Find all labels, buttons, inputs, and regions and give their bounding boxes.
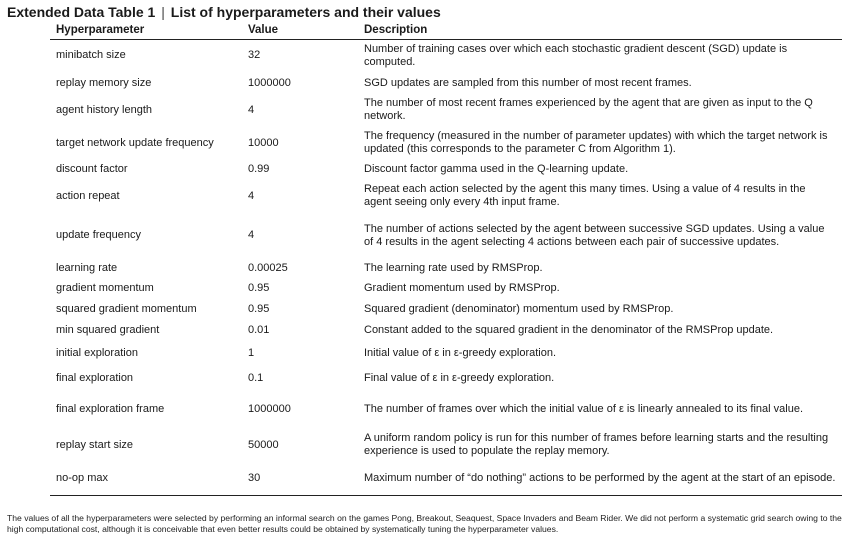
row-value: 0.01: [248, 323, 270, 336]
row-value: 30: [242, 463, 358, 496]
table-row: [50, 72, 842, 95]
table-row: [50, 161, 842, 179]
table-row: [50, 126, 842, 161]
table-row: [50, 40, 842, 72]
row-name: no-op max: [50, 463, 242, 496]
row-description: The number of most recent frames experienced by the agent that are given as input to the Q network.: [364, 97, 813, 122]
row-description: Final value of ε in ε-greedy exploration.: [364, 371, 555, 384]
row-name: replay memory size: [56, 76, 152, 89]
table-title: [7, 4, 441, 20]
row-value: 0.99: [248, 163, 270, 175]
title-separator: |: [161, 4, 165, 20]
row-description: The frequency (measured in the number of parameter updates) with which the target network is updated (this corresponds to the parameter C from Algorithm 1).: [364, 130, 828, 155]
row-value: 4: [248, 229, 255, 241]
header-hyperparameter: Hyperparameter: [50, 23, 242, 40]
row-description: Number of training cases over which each stochastic gradient descent (SGD) update is computed.: [364, 42, 788, 68]
row-value: 1000000: [248, 76, 291, 89]
table-caption: List of hyperparameters and their values: [170, 4, 441, 20]
row-description: The number of frames over which the initial value of ε is linearly annealed to its final value.: [364, 402, 804, 415]
row-name: replay start size: [56, 438, 134, 451]
table-row: [50, 428, 842, 463]
row-description: The learning rate used by RMSProp.: [364, 261, 543, 274]
table-row: [50, 320, 842, 341]
row-value: 1: [248, 346, 255, 359]
row-description: Initial value of ε in ε-greedy exploration.: [364, 346, 557, 359]
row-description: The number of actions selected by the agent between successive SGD updates. Using a value of 4 results in the agent selecting 4 actions between each pair of successive updates.: [364, 222, 825, 248]
header-value: Value: [242, 23, 358, 40]
row-value: 0.95: [248, 302, 270, 315]
row-name: minibatch size: [56, 49, 126, 62]
row-name: gradient momentum: [56, 282, 154, 294]
table-row: [50, 463, 842, 496]
row-value: 10000: [248, 136, 279, 149]
row-name: update frequency: [56, 229, 142, 241]
table-footnote: The values of all the hyperparameters were selected by performing an informal search on the games Pong, Breakout, Seaquest, Space Invaders and Beam Rider. We did not perform a systematic grid search owing to the high computational cost, although it is conceivable that even better results could be obtained by systematically tuning the hyperparameter values.: [7, 513, 842, 534]
table-row: [50, 391, 842, 428]
table-row: [50, 179, 842, 214]
row-name: action repeat: [56, 189, 120, 202]
row-value: 50000: [248, 438, 279, 451]
row-value: 4: [248, 103, 255, 116]
row-name: final exploration frame: [56, 402, 165, 415]
header-description: Description: [358, 23, 842, 40]
header-row: [50, 23, 842, 40]
row-name: target network update frequency: [56, 136, 214, 149]
row-value: 4: [248, 189, 255, 202]
table-row: [50, 299, 842, 320]
row-value: 32: [248, 49, 261, 62]
row-name: squared gradient momentum: [56, 302, 197, 315]
table-row: [50, 366, 842, 391]
table-label: Extended Data Table 1: [7, 4, 156, 20]
row-name: discount factor: [56, 163, 128, 175]
table-row: [50, 279, 842, 299]
table-row: [50, 258, 842, 279]
table-row: [50, 214, 842, 258]
row-value: 1000000: [248, 402, 291, 415]
row-description: SGD updates are sampled from this number of most recent frames.: [364, 76, 692, 89]
table-row: [50, 341, 842, 366]
hyperparameter-table: [50, 23, 842, 496]
row-name: min squared gradient: [56, 323, 160, 336]
row-description: Constant added to the squared gradient in the denominator of the RMSProp update.: [364, 323, 774, 336]
row-value: 0.1: [248, 371, 264, 384]
row-description: Squared gradient (denominator) momentum used by RMSProp.: [364, 302, 674, 315]
row-name: initial exploration: [56, 346, 138, 359]
row-value: 0.00025: [248, 261, 288, 274]
row-description: Maximum number of “do nothing” actions to be performed by the agent at the start of an episode.: [358, 463, 842, 496]
row-description: Repeat each action selected by the agent this many times. Using a value of 4 results in the agent seeing only every 4th input frame.: [364, 183, 806, 208]
row-description: Gradient momentum used by RMSProp.: [364, 282, 560, 294]
row-name: agent history length: [56, 103, 153, 116]
row-name: final exploration: [56, 371, 134, 384]
table-row: [50, 95, 842, 126]
row-name: learning rate: [56, 261, 118, 274]
row-description: Discount factor gamma used in the Q-learning update.: [364, 163, 629, 175]
row-description: A uniform random policy is run for this number of frames before learning starts and the resulting experience is used to populate the replay memory.: [364, 432, 829, 457]
row-value: 0.95: [248, 282, 270, 294]
